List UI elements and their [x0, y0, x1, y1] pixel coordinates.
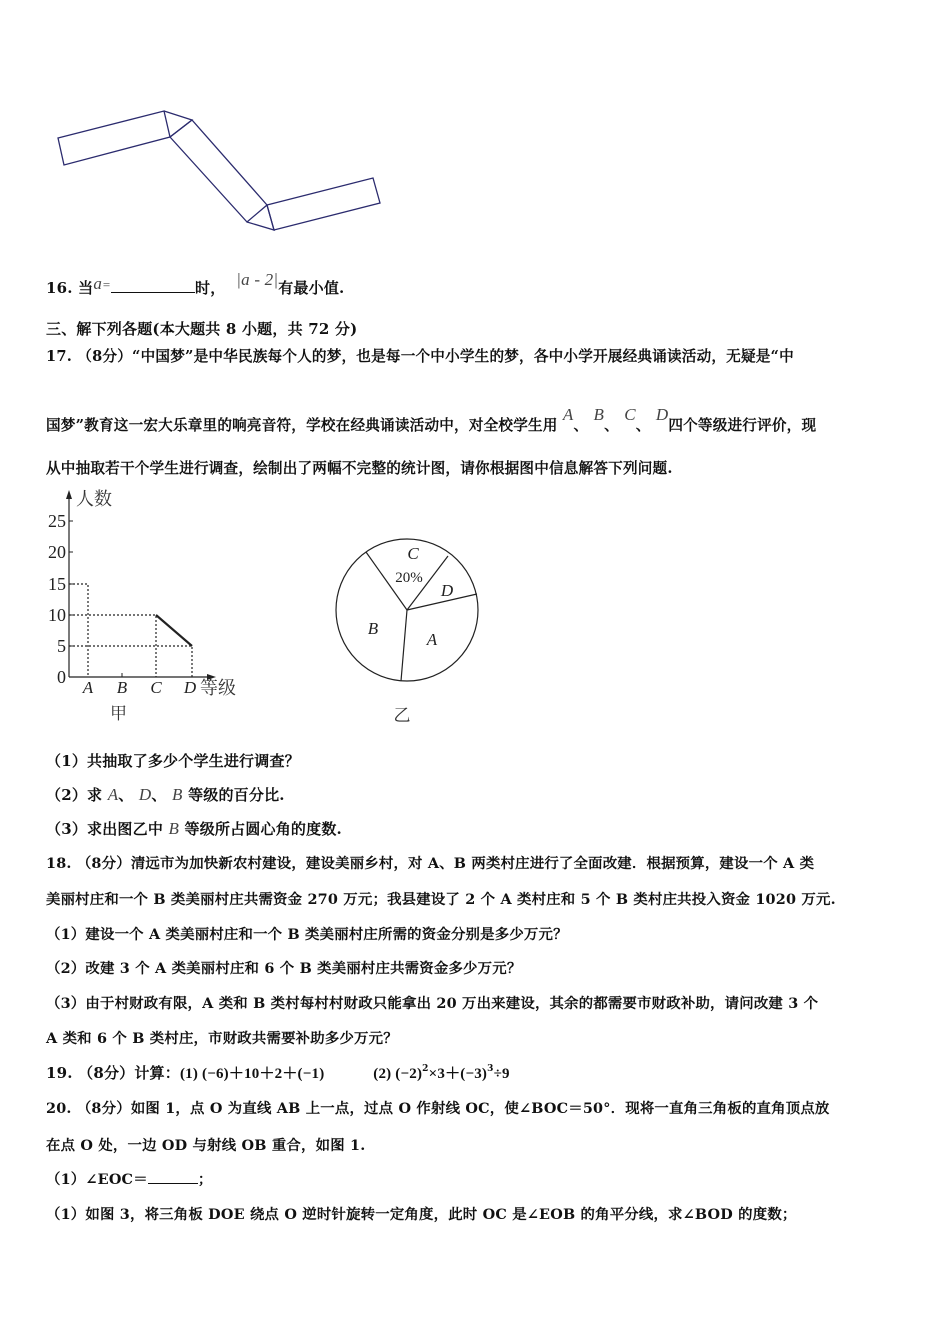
q18-line2: 美丽村庄和一个 B 类美丽村庄共需资金 270 万元；我县建设了 2 个 A 类村庄和 5 个 B 类村庄共投入资金 1020 万元.: [46, 891, 836, 908]
q17-sub2: （2）求 A、 D、 B 等级的百分比.: [46, 785, 285, 804]
x-axis-label: 等级: [200, 678, 236, 698]
pie-label-a: A: [426, 630, 438, 649]
y-tick-15: 15: [48, 574, 66, 594]
svg-text:D: D: [183, 678, 197, 697]
q17-line3: 从中抽取若干个学生进行调查，绘制出了两幅不完整的统计图，请你根据图中信息解答下列问题.: [46, 460, 673, 477]
c-to-d-segment: [156, 615, 192, 646]
chart-caption-yi: 乙: [393, 706, 411, 725]
y-tick-0: 0: [57, 667, 66, 687]
svg-text:C: C: [150, 678, 162, 697]
question-16: 16. 当a= 时， |a - 2|有最小值.: [46, 270, 345, 297]
svg-text:B: B: [116, 678, 128, 697]
answer-blank[interactable]: [148, 1183, 198, 1184]
q20-sub1: （1）∠EOC＝ ；: [46, 1171, 213, 1188]
answer-blank[interactable]: [111, 292, 195, 293]
y-tick-25: 25: [48, 511, 66, 531]
y-axis-label: 人数: [76, 489, 112, 509]
svg-text:A: A: [82, 678, 94, 697]
q20-sub2: （1）如图 3，将三角板 DOE 绕点 O 逆时针旋转一定角度，此时 OC 是∠EOB 的角平分线，求∠BOD 的度数；: [46, 1206, 797, 1223]
q18-sub2: （2）改建 3 个 A 类美丽村庄和 6 个 B 类美丽村庄共需资金多少万元？: [46, 960, 522, 977]
q18-sub1: （1）建设一个 A 类美丽村庄和一个 B 类美丽村庄所需的资金分别是多少万元？: [46, 926, 568, 943]
y-tick-5: 5: [57, 636, 66, 656]
pie-c-percent: 20%: [395, 570, 423, 586]
section-3-title: 三、解下列各题(本大题共 8 小题，共 72 分): [46, 320, 358, 338]
q18-line1: 18. （8分）清远市为加快新农村建设，建设美丽乡村，对 A、B 两类村庄进行了全面改建．根据预算，建设一个 A 类: [46, 855, 815, 872]
abs-expression: |a - 2|: [236, 270, 279, 289]
chart-caption-jia: 甲: [110, 704, 127, 723]
pie-label-d: D: [440, 581, 454, 600]
pie-chart-yi: [320, 525, 500, 730]
pie-label-c: C: [407, 544, 419, 563]
q20-line2: 在点 O 处，一边 OD 与射线 OB 重合，如图 1.: [46, 1137, 366, 1154]
zigzag-strip-figure: [40, 100, 400, 240]
y-tick-10: 10: [48, 605, 66, 625]
pie-label-b: B: [367, 619, 379, 638]
y-tick-20: 20: [48, 542, 66, 562]
q17-line1: 17. （8分）“中国梦”是中华民族每个人的梦，也是每一个中小学生的梦，各中小学开展经典诵读活动，无疑是“中: [46, 348, 794, 365]
bar-chart-jia: [40, 485, 260, 725]
q18-sub3-line1: （3）由于村财政有限，A 类和 B 类村每村村财政只能拿出 20 万出来建设，其余的都需要市财政补助，请问改建 3 个: [46, 995, 819, 1012]
question-19: 19. （8分）计算：(1) (−6)＋10＋2＋(−1) (2) $(-2)^2\times 3+(-3)^3\div 9$: [46, 1064, 510, 1082]
q17-sub3: （3）求出图乙中 B 等级所占圆心角的度数.: [46, 819, 342, 838]
q17-line2: 国梦”教育这一宏大乐章里的响亮音符，学校在经典诵读活动中，对全校学生用 A、 B、 C、 D四个等级进行评价，现: [46, 405, 817, 434]
q17-sub1: （1）共抽取了多少个学生进行调查？: [46, 752, 300, 770]
q18-sub3-line2: A 类和 6 个 B 类村庄，市财政共需要补助多少万元？: [46, 1030, 398, 1047]
q20-line1: 20. （8分）如图 1，点 O 为直线 AB 上一点，过点 O 作射线 OC，使∠BOC＝50°．现将一直角三角板的直角顶点放: [46, 1100, 830, 1117]
